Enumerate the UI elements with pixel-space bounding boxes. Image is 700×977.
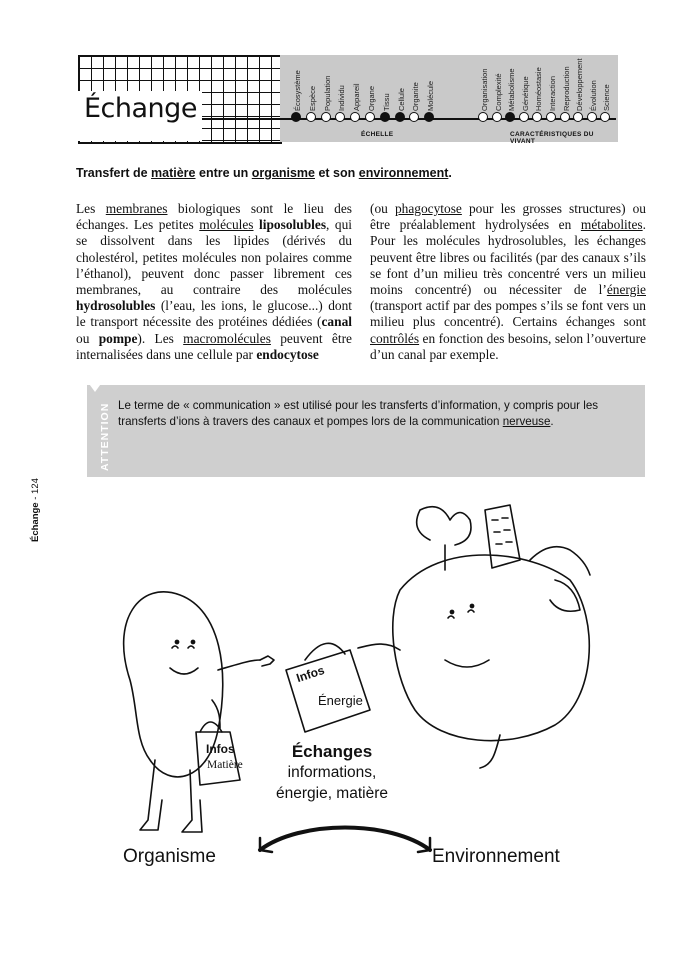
scale-label: Population	[322, 75, 332, 111]
scale-label: Molécule	[426, 80, 436, 111]
definition-subtitle: Transfert de matière entre un organisme et son environnement.	[76, 166, 452, 180]
scale-dot	[306, 112, 316, 122]
exchange-arrows	[260, 828, 430, 853]
traits-label: Science	[602, 84, 612, 111]
scale-label: Individu	[337, 85, 347, 111]
bag-left-sub: Matière	[207, 759, 243, 771]
traits-label: Évolution	[588, 80, 598, 111]
traits-dot	[560, 112, 570, 122]
exchange-illustration	[100, 500, 660, 900]
traits-dot	[587, 112, 597, 122]
scale-label: Organe	[367, 85, 376, 111]
scale-dot	[321, 112, 331, 122]
traits-label: Métabolisme	[507, 68, 517, 111]
scale-label: Organite	[411, 82, 421, 111]
traits-dot	[478, 112, 488, 122]
bag-right-sub: Énergie	[318, 693, 363, 708]
scale-dot	[365, 112, 375, 122]
traits-label: Interaction	[548, 75, 557, 111]
scale-dot	[395, 112, 405, 122]
traits-dot	[519, 112, 529, 122]
chapter-header	[78, 55, 618, 145]
attention-notch	[87, 381, 103, 392]
organism-label: Organisme	[123, 846, 216, 867]
scale-label: Écosystème	[293, 70, 302, 111]
traits-dot	[492, 112, 502, 122]
scale-caption: ÉCHELLE	[361, 131, 394, 138]
exchanges-line-1: informations,	[287, 764, 377, 781]
organism-character-drawing	[124, 592, 274, 832]
body-column-right: (ou phagocytose pour les grosses structures) ou être préalablement hydrolysées en métabolites. Pour les molécules hydrosolubles, les échanges peuvent être libres ou facilités (par des canaux s’ils se font d’un milieu très concentré vers un milieu moins concentré) ou nécessiter de l’énergie (transport actif par des pompes s’ils se font vers un milieu plus concentré). Certains échanges sont contrôlés en fonction des besoins, selon l’ouverture d’un canal par exemple.	[370, 201, 647, 362]
scale-label: Cellule	[396, 88, 406, 111]
traits-caption: CARACTÉRISTIQUES DU VIVANT	[510, 131, 594, 145]
traits-label: Homéostasie	[534, 67, 544, 111]
environment-character-drawing	[358, 505, 590, 768]
traits-dot	[546, 112, 556, 122]
scale-label: Espèce	[307, 85, 317, 111]
environment-label: Environnement	[432, 846, 560, 867]
exchanges-title: Échanges	[291, 742, 373, 761]
exchanges-caption	[262, 742, 402, 804]
attention-text: Le terme de « communication » est utilisé pour les transferts d’information, y compris pour les transferts d’ions à travers des canaux et pompes lors de la communication nerveuse.	[118, 399, 599, 428]
page-title: Échange	[84, 93, 197, 124]
bag-right-title: Infos	[294, 662, 327, 686]
traits-label: Reproduction	[561, 66, 571, 111]
traits-label: Génétique	[520, 76, 530, 111]
scale-dot	[380, 112, 390, 122]
traits-label: Complexité	[493, 73, 503, 111]
scale-label: Appareil	[352, 83, 362, 111]
bag-energy-drawing	[286, 643, 370, 732]
exchanges-line-2: énergie, matière	[275, 785, 388, 802]
body-column-left: Les membranes biologiques sont le lieu des échanges. Les petites molécules liposolubles, qui se dissolvent dans les lipides (dérivés du cholestérol, petites molécules non polaires comme l’éthanol), peuvent donc passer librement ces membranes, au contraire des molécules hydrosolubles (l’eau, les ions, le glucose...) dont le transport nécessite des protéines dédiées (canal ou pompe). Les macromolécules peuvent être internalisées dans une cellule par endocytose	[76, 201, 352, 362]
attention-label: ATTENTION	[99, 402, 111, 471]
scale-label: Tissu	[381, 93, 391, 111]
traits-label: Organisation	[480, 68, 489, 111]
bag-left-title: Infos	[206, 742, 235, 756]
traits-label: Développement	[575, 58, 585, 111]
scale-dot	[291, 112, 301, 122]
running-head: Échange - 124	[30, 478, 41, 542]
